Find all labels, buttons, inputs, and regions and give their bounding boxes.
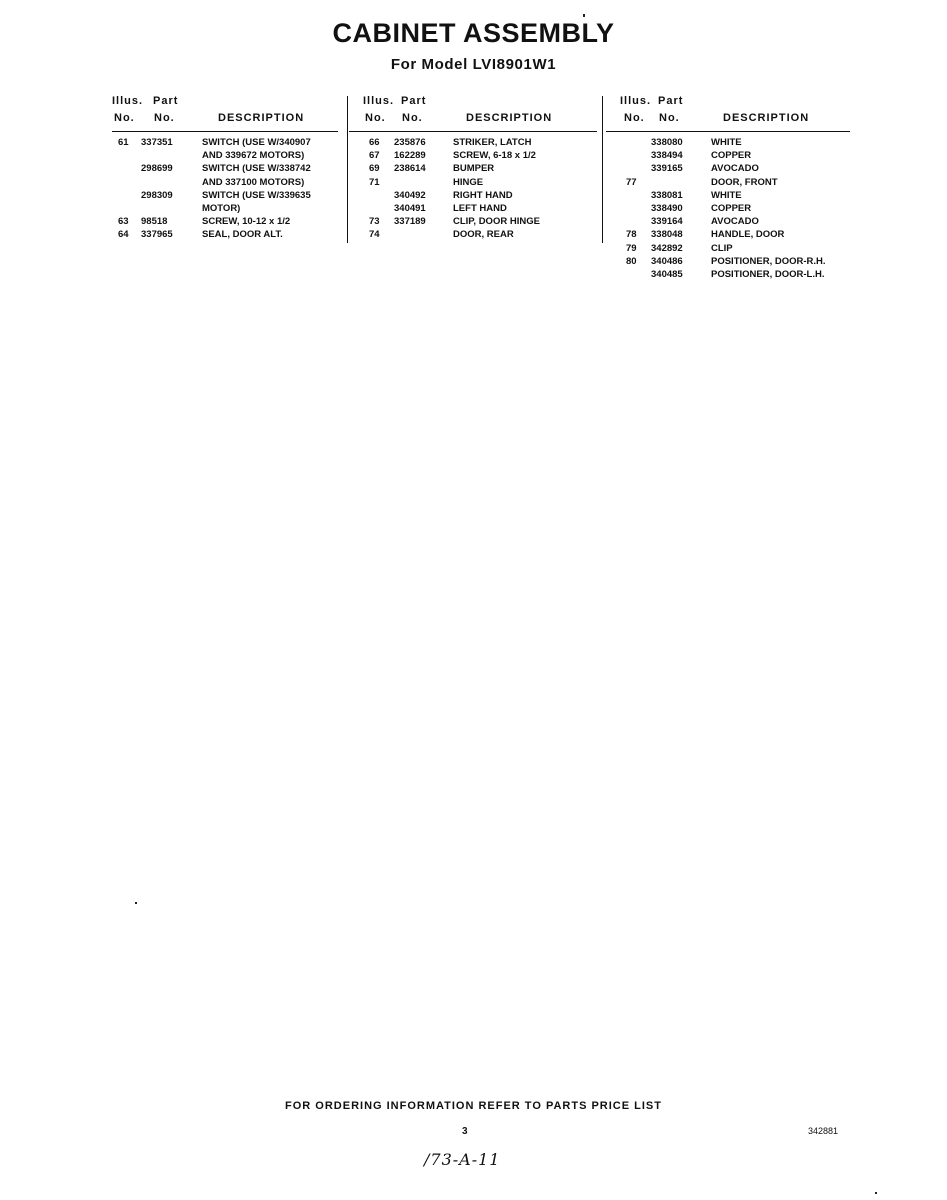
parts-row bbox=[620, 150, 850, 163]
part-description: WHITE bbox=[711, 137, 742, 148]
header-part-no: No. bbox=[154, 112, 175, 124]
part-description: RIGHT HAND bbox=[453, 189, 513, 201]
parts-row bbox=[112, 229, 342, 242]
header-description: DESCRIPTION bbox=[466, 112, 553, 124]
part-description: POSITIONER, DOOR-R.H. bbox=[711, 255, 826, 267]
parts-row bbox=[112, 203, 342, 216]
part-number: 340492 bbox=[394, 189, 426, 201]
part-description: SWITCH (USE W/339635 bbox=[202, 189, 311, 201]
parts-row bbox=[620, 256, 850, 269]
header-illus-no: No. bbox=[365, 112, 386, 124]
part-description: MOTOR) bbox=[202, 203, 241, 214]
parts-row bbox=[112, 177, 342, 190]
part-description: STRIKER, LATCH bbox=[453, 137, 532, 148]
header-rule bbox=[112, 131, 338, 132]
illus-number: 66 bbox=[369, 137, 380, 148]
part-number: 298309 bbox=[141, 189, 173, 201]
parts-row bbox=[620, 216, 850, 229]
page-title: CABINET ASSEMBLY bbox=[332, 18, 615, 48]
part-number: 338080 bbox=[651, 137, 683, 148]
parts-row bbox=[112, 137, 342, 150]
illus-number: 61 bbox=[118, 137, 129, 148]
part-number: 339164 bbox=[651, 216, 683, 228]
parts-row bbox=[620, 229, 850, 242]
header-part-no: No. bbox=[402, 112, 423, 124]
document-number: 342881 bbox=[808, 1126, 839, 1136]
header-rule bbox=[606, 131, 850, 132]
illus-number: 71 bbox=[369, 176, 380, 188]
part-number: 337351 bbox=[141, 137, 173, 148]
header-description: DESCRIPTION bbox=[218, 112, 305, 124]
header-illus-no: No. bbox=[624, 112, 645, 124]
parts-row bbox=[112, 216, 342, 229]
part-description: LEFT HAND bbox=[453, 203, 507, 214]
part-number: 342892 bbox=[651, 242, 683, 254]
part-description: AND 339672 MOTORS) bbox=[202, 150, 305, 162]
model-subtitle: For Model LVI8901W1 bbox=[390, 56, 557, 73]
part-description: SCREW, 10-12 x 1/2 bbox=[202, 216, 291, 228]
scan-speck bbox=[583, 14, 585, 17]
part-description: AND 337100 MOTORS) bbox=[202, 176, 305, 188]
header-illus-no: No. bbox=[114, 112, 135, 124]
part-description: HANDLE, DOOR bbox=[711, 229, 785, 241]
part-description: COPPER bbox=[711, 150, 752, 162]
part-description: AVOCADO bbox=[711, 163, 759, 175]
illus-number: 64 bbox=[118, 229, 129, 241]
illus-number: 79 bbox=[626, 242, 637, 254]
part-number: 338494 bbox=[651, 150, 683, 162]
part-number: 338048 bbox=[651, 229, 683, 241]
part-number: 162289 bbox=[394, 150, 426, 162]
parts-row bbox=[363, 137, 593, 150]
handwritten-note: /73-A-11 bbox=[424, 1150, 501, 1169]
illus-number: 80 bbox=[626, 255, 637, 267]
parts-row bbox=[363, 216, 593, 229]
part-number: 338081 bbox=[651, 189, 683, 201]
part-description: CLIP, DOOR HINGE bbox=[453, 216, 540, 228]
parts-row bbox=[363, 150, 593, 163]
part-description: BUMPER bbox=[453, 163, 495, 175]
parts-row bbox=[363, 229, 593, 242]
parts-row bbox=[112, 163, 342, 176]
header-part: Part bbox=[153, 95, 179, 107]
header-rule bbox=[349, 131, 597, 132]
parts-row bbox=[363, 177, 593, 190]
parts-row bbox=[363, 190, 593, 203]
part-number: 338490 bbox=[651, 203, 683, 214]
part-description: CLIP bbox=[711, 242, 733, 254]
parts-row bbox=[620, 190, 850, 203]
illus-number: 73 bbox=[369, 216, 380, 228]
header-part-no: No. bbox=[659, 112, 680, 124]
illus-number: 78 bbox=[626, 229, 637, 241]
parts-row bbox=[620, 269, 850, 282]
parts-row bbox=[363, 203, 593, 216]
part-description: DOOR, FRONT bbox=[711, 176, 778, 188]
illus-number: 77 bbox=[626, 176, 637, 188]
part-description: SWITCH (USE W/338742 bbox=[202, 163, 311, 175]
part-number: 98518 bbox=[141, 216, 168, 228]
parts-row bbox=[363, 163, 593, 176]
part-number: 339165 bbox=[651, 163, 683, 175]
part-number: 298699 bbox=[141, 163, 173, 175]
part-number: 238614 bbox=[394, 163, 426, 175]
part-description: SEAL, DOOR ALT. bbox=[202, 229, 283, 241]
parts-row bbox=[620, 163, 850, 176]
page-number: 3 bbox=[462, 1126, 468, 1137]
scan-speck bbox=[875, 1192, 877, 1194]
header-part: Part bbox=[401, 95, 427, 107]
part-number: 337189 bbox=[394, 216, 426, 228]
part-number: 340491 bbox=[394, 203, 426, 214]
part-number: 235876 bbox=[394, 137, 426, 148]
scan-speck bbox=[135, 902, 137, 904]
part-number: 340485 bbox=[651, 269, 683, 280]
header-part: Part bbox=[658, 95, 684, 107]
header-illus: Illus. bbox=[112, 95, 144, 107]
part-description: POSITIONER, DOOR-L.H. bbox=[711, 269, 825, 280]
header-description: DESCRIPTION bbox=[723, 112, 810, 124]
parts-row bbox=[620, 137, 850, 150]
parts-row bbox=[620, 203, 850, 216]
parts-row bbox=[112, 190, 342, 203]
ordering-footer: FOR ORDERING INFORMATION REFER TO PARTS PRICE LIST bbox=[285, 1100, 662, 1112]
header-illus: Illus. bbox=[620, 95, 652, 107]
parts-row bbox=[112, 150, 342, 163]
illus-number: 69 bbox=[369, 163, 380, 175]
illus-number: 67 bbox=[369, 150, 380, 162]
part-description: WHITE bbox=[711, 189, 742, 201]
column-divider bbox=[347, 96, 348, 243]
parts-row bbox=[620, 243, 850, 256]
column-divider bbox=[602, 96, 603, 243]
part-description: DOOR, REAR bbox=[453, 229, 514, 241]
part-number: 337965 bbox=[141, 229, 173, 241]
part-description: SCREW, 6-18 x 1/2 bbox=[453, 150, 536, 162]
illus-number: 63 bbox=[118, 216, 129, 228]
part-number: 340486 bbox=[651, 255, 683, 267]
parts-row bbox=[620, 177, 850, 190]
part-description: COPPER bbox=[711, 203, 752, 214]
part-description: HINGE bbox=[453, 176, 484, 188]
header-illus: Illus. bbox=[363, 95, 395, 107]
part-description: AVOCADO bbox=[711, 216, 759, 228]
illus-number: 74 bbox=[369, 229, 380, 241]
part-description: SWITCH (USE W/340907 bbox=[202, 137, 311, 148]
